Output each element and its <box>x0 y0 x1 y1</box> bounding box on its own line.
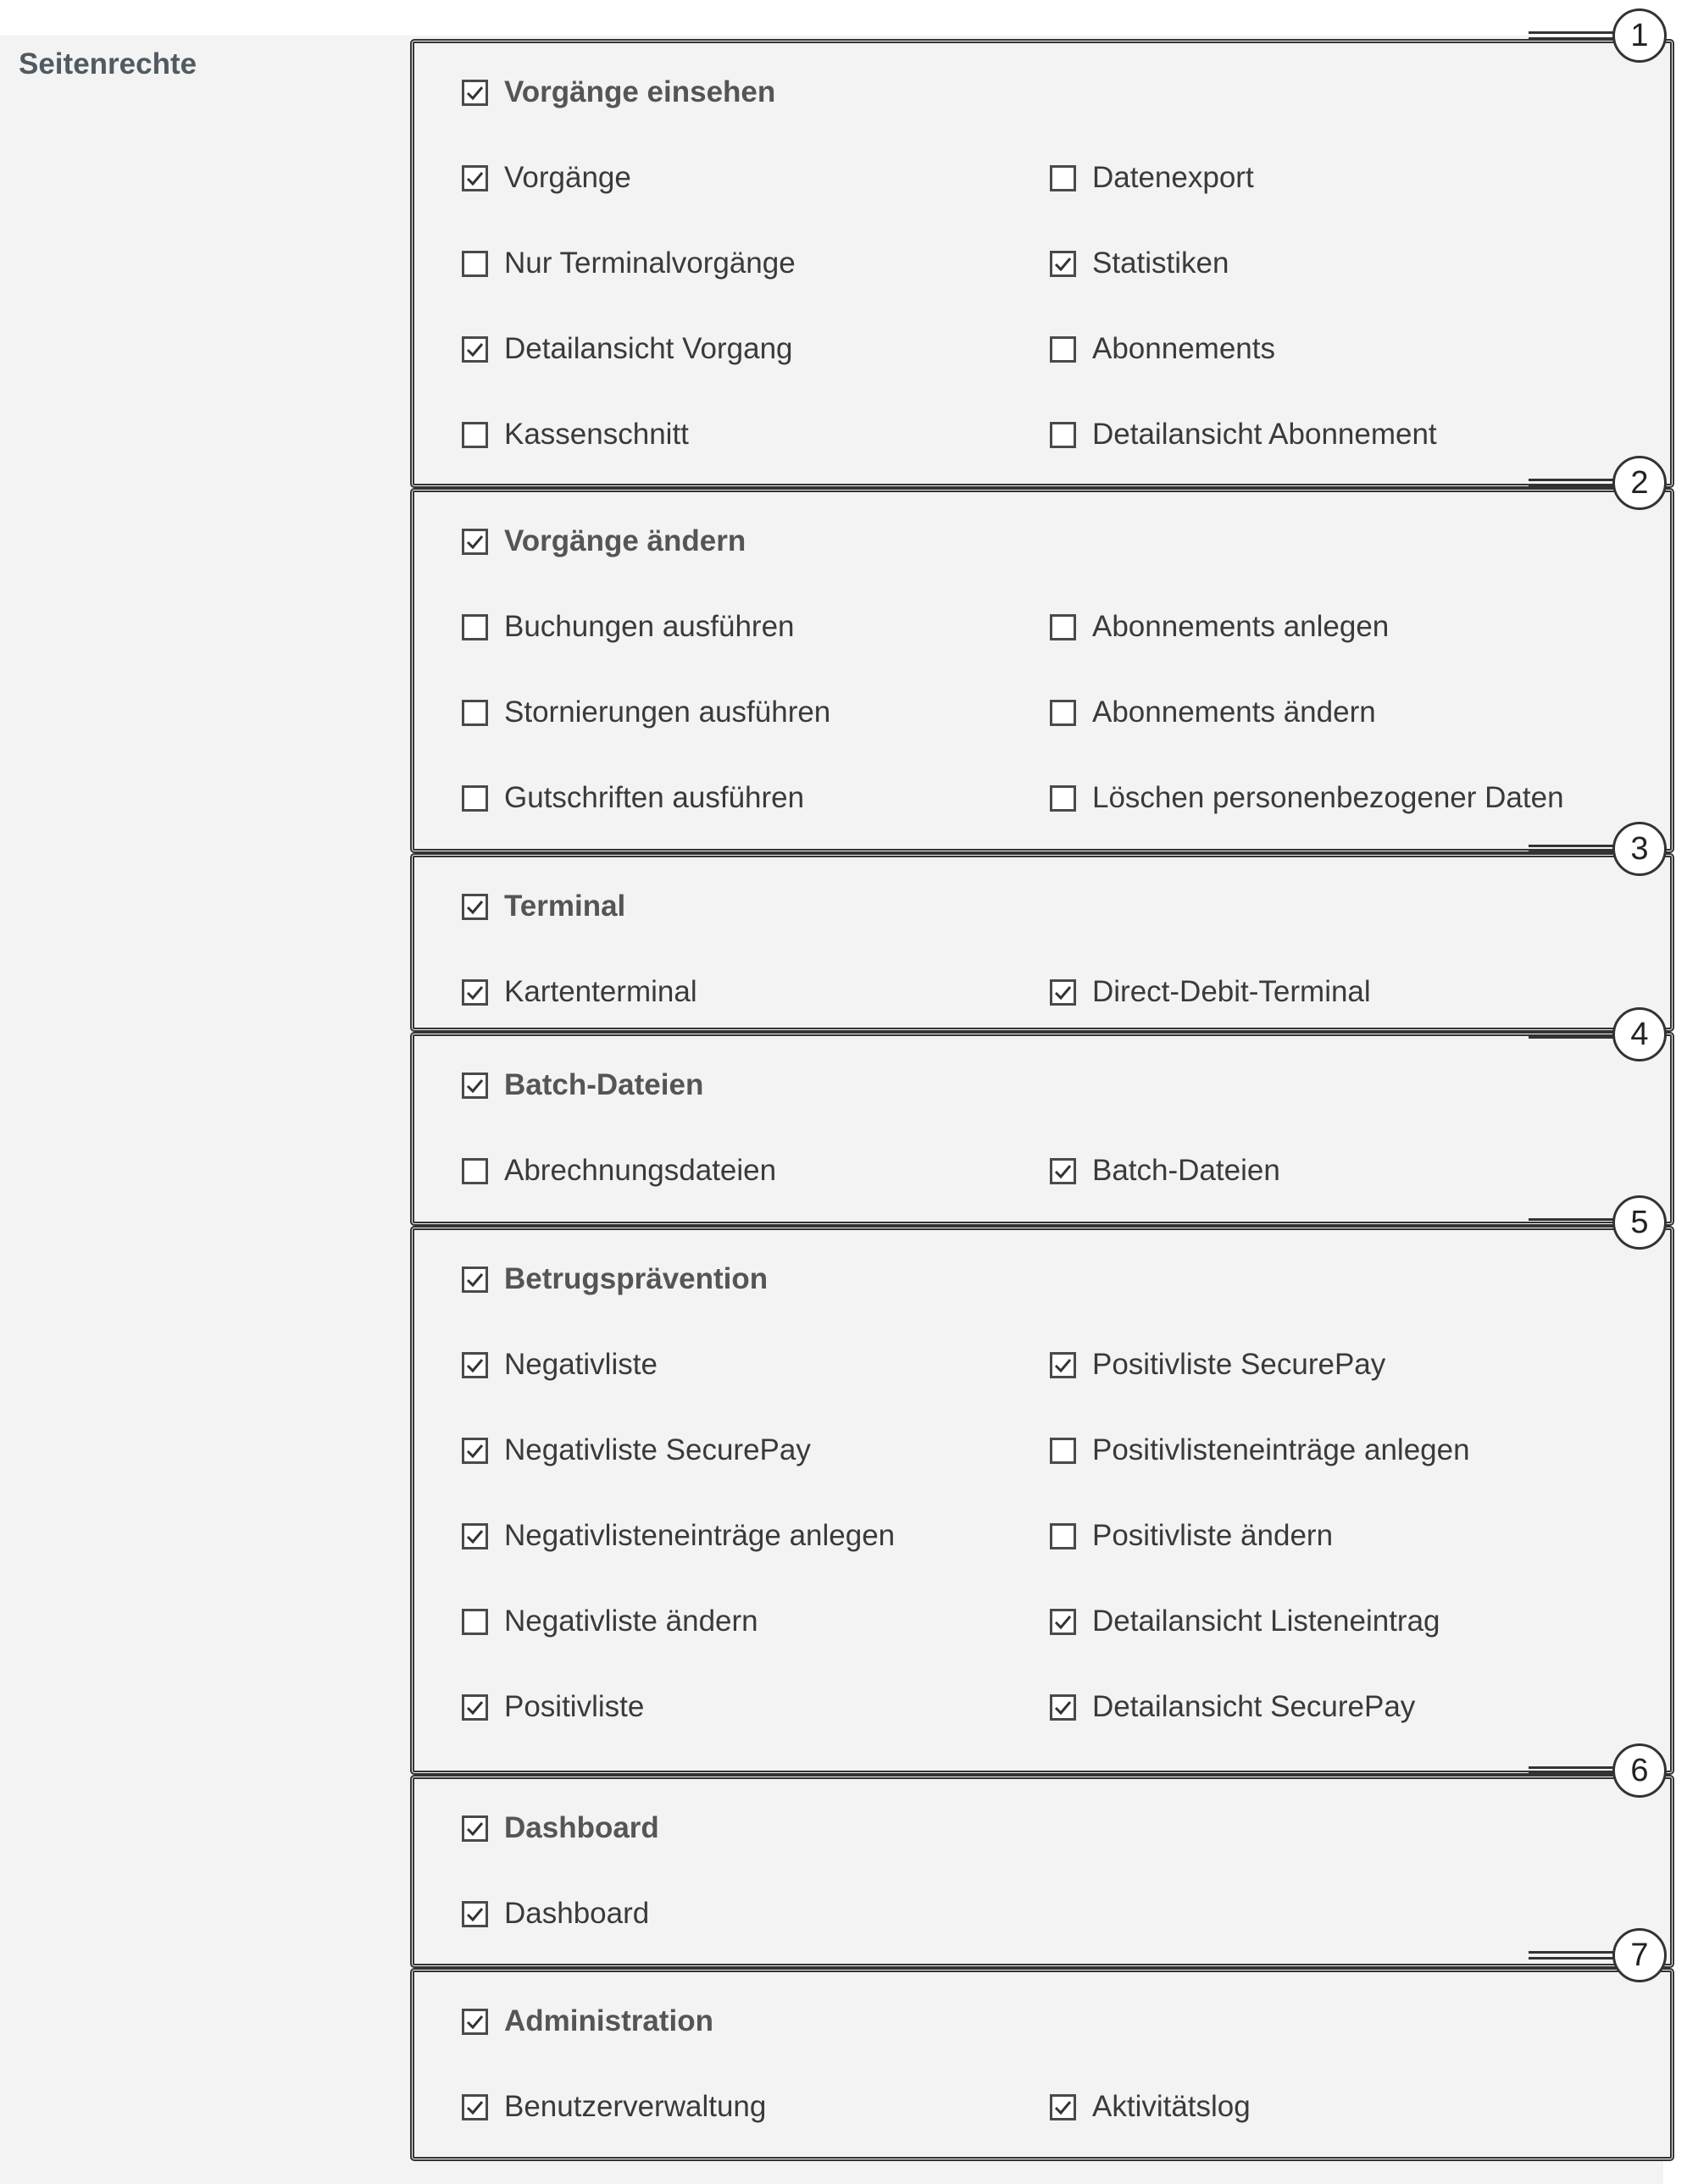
callout-leader-line <box>1529 845 1614 853</box>
permission-checkbox[interactable] <box>1050 1686 1415 1728</box>
checkbox-checked-icon[interactable] <box>1050 1352 1076 1378</box>
permission-group <box>410 1226 1674 1775</box>
permission-label: Nur Terminalvorgänge <box>504 247 796 280</box>
permission-checkbox[interactable] <box>462 242 796 285</box>
checkbox-unchecked-icon[interactable] <box>1050 1523 1076 1549</box>
checkbox-checked-icon[interactable] <box>462 979 488 1006</box>
permission-label: Positivliste ändern <box>1092 1519 1334 1552</box>
callout-number: 2 <box>1612 456 1667 510</box>
checkbox-unchecked-icon[interactable] <box>1050 336 1076 363</box>
permission-checkbox[interactable] <box>462 1429 811 1472</box>
permission-checkbox[interactable] <box>462 777 804 819</box>
callout-number: 1 <box>1612 8 1667 63</box>
permission-checkbox[interactable] <box>1050 2086 1251 2128</box>
permission-group <box>410 1775 1674 1968</box>
permission-label: Abonnements <box>1092 332 1275 365</box>
checkbox-checked-icon[interactable] <box>1050 1609 1076 1635</box>
permission-label: Detailansicht Listeneintrag <box>1092 1605 1440 1638</box>
permission-label: Kartenterminal <box>504 975 697 1008</box>
checkbox-unchecked-icon[interactable] <box>1050 700 1076 726</box>
checkmark-icon <box>464 1818 486 1839</box>
checkbox-checked-icon[interactable] <box>462 336 488 363</box>
group-title-label: Administration <box>504 2004 713 2037</box>
callout-leader-line <box>1529 479 1614 487</box>
checkbox-checked-icon[interactable] <box>1050 2094 1076 2120</box>
checkmark-icon <box>464 1440 486 1461</box>
permission-checkbox[interactable] <box>462 328 793 370</box>
permission-checkbox[interactable] <box>462 1150 776 1192</box>
checkmark-icon <box>1052 1355 1074 1376</box>
callout-number: 6 <box>1612 1743 1667 1798</box>
permission-label: Stornierungen ausführen <box>504 696 831 729</box>
group-title-label: Vorgänge einsehen <box>504 75 776 108</box>
checkmark-icon <box>1052 1611 1074 1632</box>
checkmark-icon <box>1052 2097 1074 2118</box>
permission-checkbox[interactable] <box>1050 1515 1333 1557</box>
callout-leader-line <box>1529 1218 1614 1227</box>
checkbox-unchecked-icon[interactable] <box>1050 614 1076 640</box>
group-title-checkbox[interactable] <box>462 520 746 563</box>
callout-number: 4 <box>1612 1007 1667 1062</box>
checkmark-icon <box>464 1904 486 1925</box>
checkbox-checked-icon[interactable] <box>462 2094 488 2120</box>
permission-checkbox[interactable] <box>1050 1150 1280 1192</box>
permission-checkbox[interactable] <box>462 1686 644 1728</box>
permission-checkbox[interactable] <box>1050 413 1437 456</box>
checkbox-unchecked-icon[interactable] <box>462 422 488 448</box>
checkmark-icon <box>1052 1697 1074 1718</box>
checkbox-unchecked-icon[interactable] <box>1050 785 1076 812</box>
checkmark-icon <box>464 82 486 103</box>
permission-label: Dashboard <box>504 1897 650 1930</box>
checkbox-checked-icon[interactable] <box>462 529 488 555</box>
group-title-label: Betrugsprävention <box>504 1262 769 1295</box>
permission-checkbox[interactable] <box>1050 157 1254 199</box>
checkbox-checked-icon[interactable] <box>462 1352 488 1378</box>
permission-label: Positivliste SecurePay <box>1092 1348 1386 1381</box>
permission-label: Datenexport <box>1092 161 1254 194</box>
checkmark-icon <box>464 1269 486 1290</box>
checkmark-icon <box>464 2097 486 2118</box>
checkbox-unchecked-icon[interactable] <box>462 1158 488 1184</box>
permission-checkbox[interactable] <box>462 606 795 648</box>
checkbox-unchecked-icon[interactable] <box>462 251 488 277</box>
permission-checkbox[interactable] <box>462 413 689 456</box>
permission-label: Positivlisteneinträge anlegen <box>1092 1433 1470 1466</box>
permission-label: Abonnements anlegen <box>1092 610 1390 643</box>
permission-checkbox[interactable] <box>462 1893 649 1935</box>
checkmark-icon <box>1052 982 1074 1003</box>
permission-label: Abonnements ändern <box>1092 696 1376 729</box>
checkmark-icon <box>464 2011 486 2032</box>
callout-leader-line <box>1529 31 1614 40</box>
permission-checkbox[interactable] <box>1050 242 1229 285</box>
permission-label: Direct-Debit-Terminal <box>1092 975 1371 1008</box>
checkbox-checked-icon[interactable] <box>462 1267 488 1293</box>
permission-label: Batch-Dateien <box>1092 1154 1280 1187</box>
permission-checkbox[interactable] <box>1050 1600 1440 1643</box>
permission-checkbox[interactable] <box>1050 971 1371 1013</box>
checkbox-unchecked-icon[interactable] <box>1050 165 1076 191</box>
permission-checkbox[interactable] <box>462 971 697 1013</box>
callout-leader-line <box>1529 1030 1614 1039</box>
group-title-checkbox[interactable] <box>462 885 625 928</box>
permission-checkbox[interactable] <box>1050 1344 1385 1386</box>
checkbox-checked-icon[interactable] <box>462 165 488 191</box>
group-title-checkbox[interactable] <box>462 71 775 114</box>
checkbox-checked-icon[interactable] <box>462 2009 488 2035</box>
permission-label: Statistiken <box>1092 247 1229 280</box>
checkbox-checked-icon[interactable] <box>462 80 488 106</box>
checkmark-icon <box>464 1697 486 1718</box>
checkbox-unchecked-icon[interactable] <box>462 614 488 640</box>
checkbox-unchecked-icon[interactable] <box>1050 422 1076 448</box>
permission-label: Negativliste <box>504 1348 658 1381</box>
permission-group <box>410 1032 1674 1226</box>
checkmark-icon <box>464 339 486 360</box>
checkbox-checked-icon[interactable] <box>462 1523 488 1549</box>
permission-label: Detailansicht Vorgang <box>504 332 793 365</box>
permission-checkbox[interactable] <box>1050 777 1564 819</box>
checkbox-unchecked-icon[interactable] <box>462 700 488 726</box>
permission-checkbox[interactable] <box>1050 691 1376 734</box>
checkbox-checked-icon[interactable] <box>1050 979 1076 1006</box>
permission-label: Negativliste ändern <box>504 1605 758 1638</box>
permission-label: Benutzerverwaltung <box>504 2090 767 2123</box>
checkbox-checked-icon[interactable] <box>462 1073 488 1099</box>
permission-checkbox[interactable] <box>462 691 830 734</box>
group-title-label: Batch-Dateien <box>504 1068 704 1101</box>
checkbox-unchecked-icon[interactable] <box>1050 1438 1076 1464</box>
permission-label: Negativliste SecurePay <box>504 1433 811 1466</box>
group-title-label: Terminal <box>504 890 626 923</box>
permission-checkbox[interactable] <box>462 157 631 199</box>
checkbox-checked-icon[interactable] <box>462 1815 488 1842</box>
permission-label: Detailansicht Abonnement <box>1092 418 1437 451</box>
group-title-checkbox[interactable] <box>462 2000 713 2043</box>
permission-label: Kassenschnitt <box>504 418 689 451</box>
checkbox-checked-icon[interactable] <box>1050 1694 1076 1721</box>
checkmark-icon <box>464 982 486 1003</box>
permission-checkbox[interactable] <box>462 2086 766 2128</box>
permission-checkbox[interactable] <box>462 1600 758 1643</box>
permission-label: Abrechnungsdateien <box>504 1154 777 1187</box>
permission-label: Buchungen ausführen <box>504 610 795 643</box>
group-title-checkbox[interactable] <box>462 1258 768 1300</box>
callout-leader-line <box>1529 1951 1614 1960</box>
group-title-label: Dashboard <box>504 1811 659 1844</box>
permission-label: Positivliste <box>504 1690 645 1723</box>
permission-group <box>410 853 1674 1032</box>
permission-label: Detailansicht SecurePay <box>1092 1690 1416 1723</box>
checkmark-icon <box>464 1075 486 1096</box>
checkmark-icon <box>1052 253 1074 274</box>
permission-checkbox[interactable] <box>462 1344 658 1386</box>
group-title-checkbox[interactable] <box>462 1807 659 1849</box>
checkbox-checked-icon[interactable] <box>1050 251 1076 277</box>
callout-number: 7 <box>1612 1928 1667 1982</box>
checkmark-icon <box>1052 1161 1074 1182</box>
permission-checkbox[interactable] <box>1050 328 1275 370</box>
permission-group <box>410 1968 1674 2161</box>
checkbox-checked-icon[interactable] <box>462 1901 488 1927</box>
permission-label: Vorgänge <box>504 161 631 194</box>
checkmark-icon <box>464 1355 486 1376</box>
checkbox-checked-icon[interactable] <box>462 894 488 920</box>
permission-label: Gutschriften ausführen <box>504 781 805 814</box>
permission-group <box>410 488 1674 853</box>
permission-label: Negativlisteneinträge anlegen <box>504 1519 896 1552</box>
checkbox-unchecked-icon[interactable] <box>462 785 488 812</box>
checkmark-icon <box>464 531 486 552</box>
section-label: Seitenrechte <box>19 47 197 80</box>
permission-label: Löschen personenbezogener Daten <box>1092 781 1564 814</box>
permission-label: Aktivitätslog <box>1092 2090 1251 2123</box>
checkbox-checked-icon[interactable] <box>1050 1158 1076 1184</box>
checkbox-unchecked-icon[interactable] <box>462 1609 488 1635</box>
callout-number: 3 <box>1612 822 1667 876</box>
checkmark-icon <box>464 1526 486 1547</box>
callout-leader-line <box>1529 1766 1614 1775</box>
permission-checkbox[interactable] <box>1050 1429 1470 1472</box>
checkmark-icon <box>464 168 486 189</box>
checkbox-checked-icon[interactable] <box>462 1438 488 1464</box>
group-title-checkbox[interactable] <box>462 1064 703 1106</box>
permission-group <box>410 39 1674 488</box>
callout-number: 5 <box>1612 1195 1667 1250</box>
permission-checkbox[interactable] <box>462 1515 895 1557</box>
checkmark-icon <box>464 896 486 917</box>
permission-checkbox[interactable] <box>1050 606 1389 648</box>
group-title-label: Vorgänge ändern <box>504 524 746 557</box>
checkbox-checked-icon[interactable] <box>462 1694 488 1721</box>
